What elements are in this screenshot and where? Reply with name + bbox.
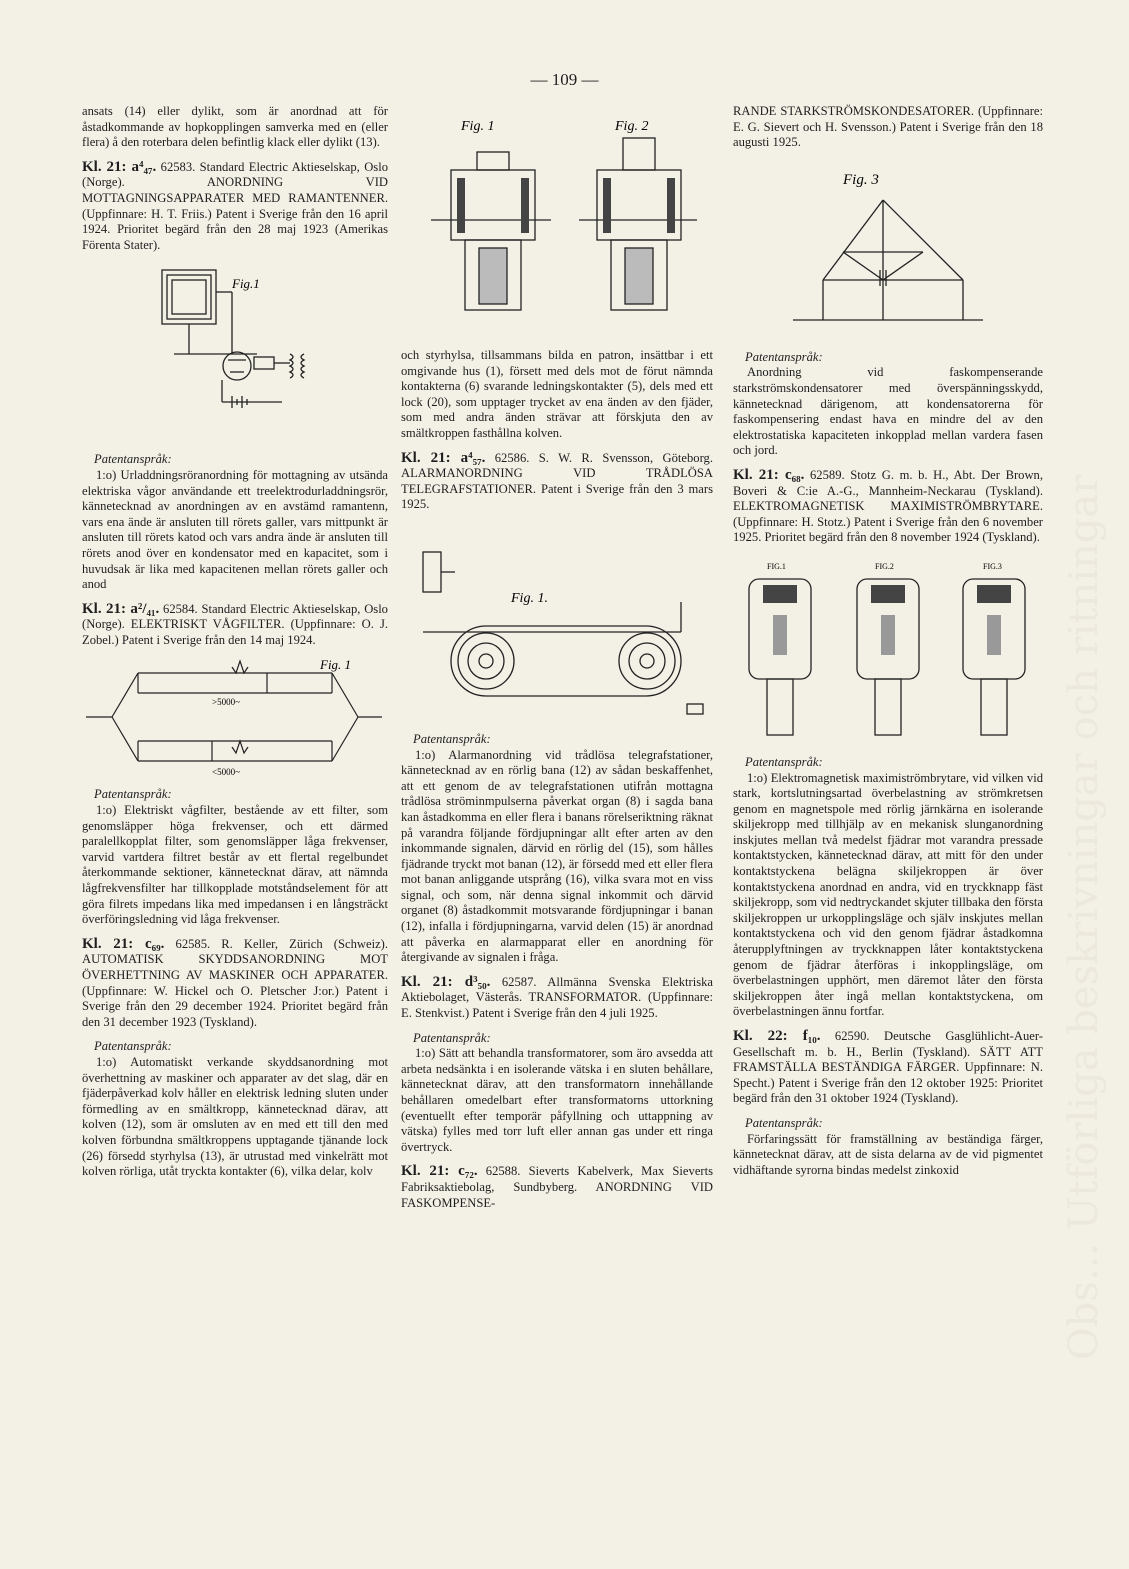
- continuation-text: RANDE STARKSTRÖMSKONDESATORER. (Uppfinnare: E. G. Sievert och H. Svensson.) Patent i Sverige från den 18 augusti 1925.: [733, 104, 1043, 150]
- figure-label: Fig. 1: [320, 657, 352, 673]
- figure-label-2: Fig. 2: [615, 119, 649, 134]
- figure-frame-antenna: [82, 262, 388, 442]
- claim-text: 1:o) Alarmanordning vid trådlösa telegrafstationer, kännetecknad av en rörlig bana (12) av sådan beskaffenhet, att ett genom de av telegrafstationen utifrån mottagna trådlösa ströminmpulserna påverkat organ (8) i sagda bana kan åstadkomma en eller flera i banans rörelseriktning räknat på varandra följande fördjupningar allt efter arten av den inkommande signalen, därvid en rörlig del (15), som hålles fjädrande tryckt mot banan (12), är försedd med ett eller flera mot banan anliggande utsprång (16), vilka svara mot en viss signal, och som, när denna signal inkommit och därvid organet (8) åstadkommit motsvarande fördjupningar i banan (12), infalla i fördjupningarna, varvid delen (15) är anordnad att påverka en alarmapparat eller en anordning för återgivande av signalen i fråga.: [401, 747, 713, 965]
- figure-label: Fig. 1.: [511, 590, 548, 606]
- patent-body: 62586. S. W. R. Svensson, Göteborg. ALARMANORDNING VID TRÅDLÖSA TELEGRAFSTATIONER. Patent i Sverige från den 3 mars 1925.: [401, 450, 713, 512]
- claim-text: 1:o) Elektromagnetisk maximiströmbrytare, vid vilken vid stark, kortslutningsartad överbelastning av strömkretsen genom en magnetspole med rörlig järnkärna en isolerande skiljekropp med tillhjälp av en mekanisk slunganordning inskjutes mellan två medelst fjädrar mot varandra pressade kontaktstycken, kännetecknad därav, att mitt för den under kontaktstyckena belägna skiljekroppen är över kontaktstyckena anordnad en andra, vid en tryckknapp fäst skiljekropp, som vid nedtryckandet skjuter tillbaka den första skiljekroppen ur urkopplingsläge och själv inskjutes mellan kontaktstyckena och vid den genom fjädrar åstadkomna återupplyftningen av tryckknappen låter kontaktstyckena genom de fjädrar återföras i inkopplingsläge, om överbelastningen upphört, men däremot låter den första skiljekroppen åter ingå mellan kontaktstyckena, om överbelastningen ännu fortfar.: [733, 770, 1043, 1019]
- claim-text: 1:o) Urladdningsröranordning för mottagning av utsända elektriska vågor användande ett treelektrodurladdningsrör, kännetecknad av anordningen av en avstämd ramantenn, vars ena ände är ansluten till rörets galler, vars mittpunkt är ansluten till rörets katod och vars andra ände är ansluten till rörets anod över en kondensator med en kapacitet, som i huvudsak är lika med kapacitenen mellan rörets galler och anod: [82, 467, 388, 592]
- fig2-label: FIG.2: [875, 561, 894, 571]
- figure-capacitor: [733, 160, 1043, 340]
- class-label: Kl. 21: a²/₄₁.: [82, 600, 160, 617]
- class-label: Kl. 21: d³₅₀.: [401, 973, 491, 990]
- patent-62587: [401, 975, 713, 1022]
- claim-heading: Patentanspråk:: [94, 452, 172, 467]
- claim-heading: Patentanspråk:: [745, 754, 823, 769]
- continuation-text: och styrhylsa, tillsammans bilda en patron, insättbar i ett omgivande hus (1), försett med dels mot de förut nämnda kontakterna (6) svarande ledningskontakter (5), dels med ett lock (20), som upptager trycket av ena änden av den fjäder, som med andra änden strävar att förskjuta den av smältkroppen fasthållna kolven.: [401, 348, 713, 440]
- claim-heading: Patentanspråk:: [94, 1039, 172, 1054]
- class-label: Kl. 21: a⁴₅₇.: [401, 449, 486, 466]
- patent-body: 62584. Standard Electric Aktieselskap, Oslo (Norge). ELEKTRISKT VÅGFILTER. (Uppfinnare: O. J. Zobel.) Patent i Sverige från den 14 maj 1924.: [82, 601, 388, 647]
- fig1-label: FIG.1: [767, 561, 786, 571]
- page-number: — 109 —: [530, 70, 599, 89]
- fuse-cartridge-diagram: [401, 108, 713, 338]
- patent-62588: [401, 1164, 713, 1211]
- claim-heading: Patentanspråk:: [413, 1030, 491, 1045]
- patent-62586: [401, 451, 713, 513]
- class-label: Kl. 21: a⁴₄₇.: [82, 158, 157, 175]
- figure-label: Fig. 3: [843, 171, 879, 188]
- patent-body: 62589. Stotz G. m. b. H., Abt. Der Brown, Boveri & C:ie A.-G., Mannheim-Neckarau (Tyskland). ELEKTROMAGNETISK MAXIMISTRÖMBRYTARE. (Uppfinnare: H. Stotz.) Patent i Sverige från den 6 november 1925. Prioritet begärd från den 8 november 1924 (Tyskland).: [733, 467, 1043, 545]
- patent-62584: [82, 602, 388, 649]
- patent-62589: [733, 468, 1043, 546]
- claim-heading: Patentanspråk:: [413, 731, 491, 746]
- claim-text: Förfaringssätt för framställning av beständiga färger, kännetecknat därav, att de sista delarna av de vid pigmentet vidhäftande syrorna bindas medelst zinkoxid: [733, 1131, 1043, 1177]
- wave-filter-diagram: [82, 657, 388, 777]
- figure-fuse-cartridge: [401, 108, 713, 338]
- figure-wave-filter: [82, 657, 388, 777]
- patent-body: 62585. R. Keller, Zürich (Schweiz). AUTOMATISK SKYDDSANORDNING MOT ÖVERHETTNING AV MASKINER OCH APPARATER. (Uppfinnare: W. Hickel och O. Pletscher J:or.) Patent i Sverige från den 29 december 1924. Prioritet begärd från den 31 december 1923 (Tyskland).: [82, 936, 388, 1029]
- column-2: [401, 104, 713, 1220]
- class-label: Kl. 21: c₆₈.: [733, 466, 805, 483]
- claim-text: 1:o) Sätt att behandla transformatorer, som äro avsedda att arbeta nedsänkta i en isolerande vätska i en sluten behållare, kännetecknat därav, att den transformatorn innehållande behållaren omedelbart efter transformatorns uttorkning (eventuellt efter temporär påfyllning och uttappning av vätska) fylles med torr luft eller annan gas under ett ringa övertryck.: [401, 1046, 713, 1154]
- class-label: Kl. 22: f₁₀.: [733, 1028, 821, 1044]
- class-label: Kl. 21: c₇₂.: [401, 1163, 478, 1180]
- patent-body: 62590. Deutsche Gasglühlicht-Auer-Gesellschaft m. b. H., Berlin (Tyskland). SÄTT ATT FRAMSTÄLLA BESTÄNDIGA FÄRGER. Uppfinnare: N. Specht.) Patent i Sverige från den 12 oktober 1925: Prioritet begärd från den 31 oktober 1924 (Tyskland).: [733, 1029, 1043, 1106]
- patent-62585: [82, 937, 388, 1031]
- patent-62590: [733, 1029, 1043, 1107]
- capacitor-diagram: [733, 160, 1043, 340]
- fig3-label: FIG.3: [983, 561, 1002, 571]
- high-freq-label: >5000~: [212, 697, 240, 708]
- low-freq-label: <5000~: [212, 767, 240, 778]
- claim-text: 1:o) Elektriskt vågfilter, bestående av ett filter, som genomsläpper höga frekvenser, och ett därmed paralellkopplat filter, som genomsläpper låga frekvenser, varvid vartdera filtret består av ett flertal regelbundet återkommande sektioner, kännetecknat därav, att nämnda lågfrekvensfilter har tillkopplade motståndselement för att göra filrets impedans lika med impedansen i en långsträckt överföringsledning vid låga frekvenser.: [82, 803, 388, 927]
- figure-label-1: Fig. 1: [461, 119, 495, 134]
- claim-text: Anordning vid faskompenserande starkströmskondensatorer med överspänningsskydd, kännetecknad därigenom, att kondensatorerna för faskompensering endast hava en mindre del av den elektrostatiska kapaciteten inkopplad mellan vardera fasen och jord.: [733, 365, 1043, 458]
- column-3: [733, 104, 1043, 1187]
- watermark: [1061, 260, 1121, 1360]
- class-label: Kl. 21: c₆₉.: [82, 935, 165, 952]
- claim-text: 1:o) Automatiskt verkande skyddsanordning mot överhettning av maskiner och apparater av det slag, där en fjäderpåverkad kolv håller en elektrisk ledning sluten under förmedling av en smältkropp, kännetecknad därav, att kolven (12), som är omsluten av en med ett till den med kolven förbundna smältkroppens upptagande tjänande lock (26) försedd styrhylsa (13), är utrustad med vinkelrätt mot kolven rörliga, utåt tryckta kontakter (6), vilka delar, kolv: [82, 1054, 388, 1179]
- continuation-text: ansats (14) eller dylikt, som är anordnad att för åstadkommande av hopkopplingen samverka med en (eller flera) å den roterbara delen befintlig klack eller dylikt (13).: [82, 104, 388, 150]
- circuit-breaker-diagram: [733, 555, 1043, 745]
- claim-heading: Patentanspråk:: [745, 349, 823, 364]
- patent-62583: [82, 160, 388, 254]
- claim-heading: Patentanspråk:: [94, 787, 172, 802]
- patent-body: 62587. Allmänna Svenska Elektriska Aktiebolaget, Västerås. TRANSFORMATOR. (Uppfinnare: E. Stenkvist.) Patent i Sverige från den 4 juli 1925.: [401, 974, 713, 1021]
- column-1: [82, 104, 388, 1189]
- watermark-text: Obs... Utförliga beskrivningar och ritningar: [1061, 474, 1107, 1360]
- claim-heading: Patentanspråk:: [745, 1115, 823, 1130]
- patent-body: 62583. Standard Electric Aktieselskap, Oslo (Norge). ANORDNING VID MOTTAGNINGSAPPARATER MED RAMANTENNER. (Uppfinnare: H. T. Friis.) Patent i Sverige från den 16 april 1924. Prioritet begärd från den 28 maj 1923 (Amerikas Förenta Stater).: [82, 159, 388, 252]
- figure-alarm-band: [401, 522, 713, 722]
- figure-label: Fig.1: [232, 276, 260, 292]
- figure-circuit-breakers: [733, 555, 1043, 745]
- patent-body: 62588. Sieverts Kabelverk, Max Sieverts Fabriksaktiebolag, Sundbyberg. ANORDNING VID FASKOMPENSE-: [401, 1164, 714, 1210]
- alarm-band-diagram: [401, 522, 713, 722]
- loop-antenna-diagram: [82, 262, 388, 442]
